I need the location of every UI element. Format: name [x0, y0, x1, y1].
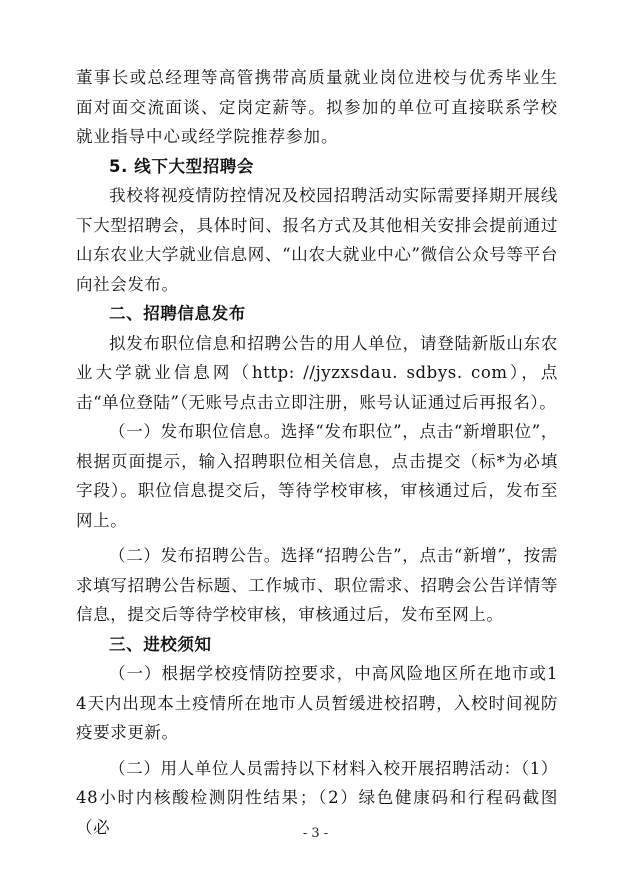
paragraph-post-job: （一）发布职位信息。选择“发布职位”，点击“新增职位”，根据页面提示，输入招聘职位相关信息，点击提交（标*为必填字段）。职位信息提交后，等待学校审核，审核通过后，发布至网上。 — [76, 422, 558, 530]
paragraph-continued: 董事长或总经理等高管携带高质量就业岗位进校与优秀毕业生面对面交流面谈、定岗定薪等。拟参加的单位可直接联系学校就业指导中心或经学院推荐参加。 — [76, 68, 558, 146]
paragraph-materials: （二）用人单位人员需持以下材料入校开展招聘活动：（1）48小时内核酸检测阴性结果；（2）绿色健康码和行程码截图（必 — [76, 758, 558, 837]
page-number: - 3 - — [302, 826, 329, 841]
section-heading-5: 5. 线下大型招聘会 — [109, 156, 254, 176]
document-body — [76, 63, 558, 842]
paragraph-post-announcement: （二）发布招聘公告。选择“招聘公告”，点击“新增”，按需求填写招聘公告标题、工作城市、职位需求、招聘会公告详情等信息，提交后等待学校审核，审核通过后，发布至网上。 — [76, 546, 558, 624]
paragraph-epidemic-requirement: （一）根据学校疫情防控要求，中高风险地区所在地市或14天内出现本土疫情所在地市人员暂缓进校招聘，入校时间视防疫要求更新。 — [76, 664, 558, 742]
paragraph-job-fair: 我校将视疫情防控情况及校园招聘活动实际需要择期开展线下大型招聘会，具体时间、报名方式及其他相关安排会提前通过山东农业大学就业信息网、“山农大就业中心”微信公众号等平台向社会发布。 — [76, 186, 558, 294]
section-heading-2: 二、招聘信息发布 — [109, 304, 246, 323]
paragraph-recruitment-info: 拟发布职位信息和招聘公告的用人单位，请登陆新版山东农业大学就业信息网（http: //jyzxsdau. sdbys. com），点击“单位登陆”（无账号点击立即注册，账号认证通过后再报名）。 — [76, 333, 558, 412]
section-heading-3: 三、进校须知 — [109, 634, 212, 654]
